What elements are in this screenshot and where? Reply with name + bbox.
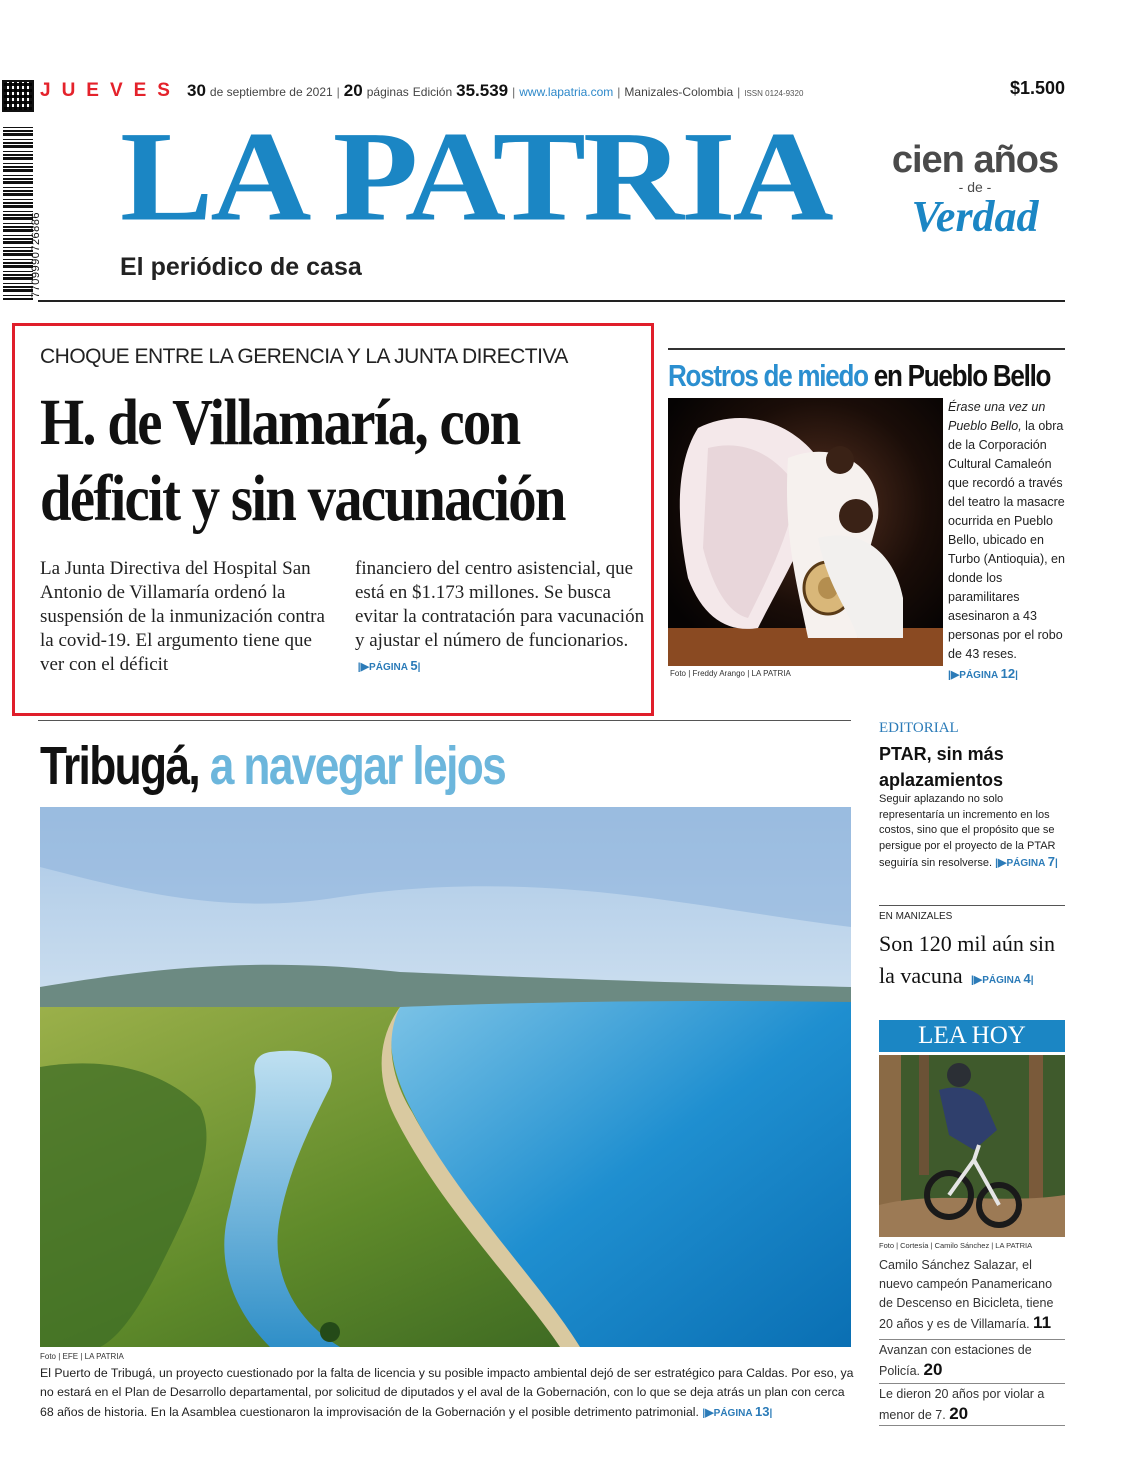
rostros-top-rule — [668, 348, 1065, 350]
date-month-year: de septiembre de 2021 — [209, 85, 333, 99]
website-link[interactable]: www.lapatria.com — [519, 85, 614, 99]
rostros-headline-rest: en Pueblo Bello — [873, 358, 1051, 393]
barcode — [3, 125, 33, 300]
brief2-page-number: 20 — [949, 1404, 969, 1423]
brief2-text: Le dieron 20 años por violar a menor de 7. — [879, 1387, 1045, 1422]
play-icon: ▶ — [950, 669, 960, 681]
location: Manizales-Colombia — [624, 85, 734, 99]
editorial-page-ref[interactable]: |▶PÁGINA 7| — [995, 854, 1058, 869]
play-icon: ▶ — [360, 661, 370, 673]
editorial-headline[interactable]: PTAR, sin más aplazamientos — [879, 744, 1004, 790]
play-icon: ▶ — [705, 1407, 714, 1419]
tribuga-body — [40, 1364, 858, 1423]
masthead-logo[interactable]: LA PATRIA — [120, 105, 831, 249]
tribuga-body-text: El Puerto de Tribugá, un proyecto cuestionado por la falta de licencia y su posible impacto ambiental dejó de ser estratégico para Caldas. Por eso, ya no estará en el Plan de Desarrollo departamental, por solicitud de diputados y el aval de la Gobernación, con lo que se deja atrás un plan con cerca 68 años de historia. En la Asamblea cuestionaron la improvisación de la Gobernación y el posible detrimento patrimonial. — [40, 1366, 854, 1419]
editorial-body-text: Seguir aplazando no solo representaría un incremento en los costos, sino que el propósito que se persigue por el proyecto de la PTAR seguiría sin resolverse. — [879, 793, 1056, 869]
lea-hoy-story-text: Camilo Sánchez Salazar, el nuevo campeón Panamericano de Descenso en Bicicleta, tiene 20 años y es de Villamaría. — [879, 1258, 1054, 1331]
cyclist-photo[interactable] — [879, 1055, 1065, 1237]
dateline: JUEVES 30 de septiembre de 2021 | 20 páginas Edición 35.539 | www.lapatria.com | Manizales-Colombia | ISSN 0124-9320 — [40, 80, 804, 101]
rostros-headline-highlight: Rostros de miedo — [668, 358, 868, 393]
manizales-label: EN MANIZALES — [879, 911, 953, 922]
anniversary-line1: cien años — [891, 139, 1059, 181]
manizales-headline[interactable] — [879, 928, 1069, 997]
brief-sentence[interactable] — [879, 1385, 1065, 1425]
masthead-tagline: El periódico de casa — [120, 253, 362, 281]
theater-photo[interactable] — [668, 398, 943, 666]
masthead-divider — [38, 300, 1065, 302]
rostros-page-ref[interactable]: |▶PÁGINA 12| — [948, 666, 1018, 681]
lead-page-ref[interactable]: |▶PÁGINA 5| — [355, 658, 421, 673]
lea-hoy-header: LEA HOY — [879, 1020, 1065, 1052]
date-day: 30 — [186, 81, 206, 100]
tribuga-photo-credit: Foto | EFE | LA PATRIA — [40, 1352, 124, 1361]
manizales-headline-text: Son 120 mil aún sin la vacuna — [879, 931, 1056, 988]
weekday: JUEVES — [40, 80, 181, 101]
tribuga-page-ref[interactable]: |▶PÁGINA 13| — [702, 1404, 773, 1419]
rostros-body-text: la obra de la Corporación Cultural Camaleón que recordó a través del teatro la masacre ocurrida en Pueblo Bello, ubicado en Turbo (Antioquia), en donde los paramilitares asesinaron a 43 personas por el robo de 43 reses. — [948, 419, 1065, 661]
lead-headline-line2: déficit y sin vacunación — [40, 462, 565, 535]
brief-divider — [879, 1425, 1065, 1426]
cyclist-photo-credit: Foto | Cortesía | Camilo Sánchez | LA PATRIA — [879, 1241, 1033, 1250]
lea-hoy-page-number: 11 — [1033, 1313, 1052, 1332]
editorial-body — [879, 792, 1065, 872]
lea-hoy-story[interactable] — [879, 1256, 1065, 1334]
anniversary-badge — [885, 140, 1065, 240]
anniversary-line3: Verdad — [911, 192, 1039, 241]
lead-body-col2 — [355, 557, 655, 680]
lead-headline-line1: H. de Villamaría, con — [40, 386, 520, 459]
lead-headline[interactable] — [40, 385, 565, 537]
brief-divider — [879, 1383, 1065, 1384]
issn: ISSN 0124-9320 — [744, 89, 804, 98]
tribuga-aerial-photo[interactable] — [40, 807, 851, 1347]
play-icon: ▶ — [973, 974, 983, 986]
editorial-label: EDITORIAL — [879, 720, 959, 736]
page-count: 20 — [343, 81, 363, 100]
rostros-body — [948, 398, 1068, 685]
tribuga-headline-dark: Tribugá, — [40, 736, 200, 796]
right-divider — [879, 905, 1065, 906]
qr-code — [2, 80, 34, 112]
brief1-page-number: 20 — [923, 1360, 943, 1379]
anniversary-line2: - de - — [958, 179, 992, 195]
lead-kicker: CHOQUE ENTRE LA GERENCIA Y LA JUNTA DIRECTIVA — [40, 345, 568, 368]
brief1-text: Avanzan con estaciones de Policía. — [879, 1343, 1032, 1378]
lead-body-col1: La Junta Directiva del Hospital San Antonio de Villamaría ordenó la suspensión de la inmunización contra la covid-19. El argumento tiene que ver con el déficit — [40, 558, 325, 675]
edition-number: 35.539 — [456, 81, 509, 100]
barcode-number: 7709990726886 — [30, 211, 42, 298]
edition-label: Edición — [412, 85, 453, 99]
section-divider — [38, 720, 851, 721]
brief-divider — [879, 1339, 1065, 1340]
page-count-label: páginas — [366, 85, 409, 99]
tribuga-headline-light: a navegar lejos — [209, 736, 506, 796]
tribuga-headline[interactable] — [40, 735, 505, 797]
lead-body-col2-text: financiero del centro asistencial, que está en $1.173 millones. Se busca evitar la contratación para vacunación y ajustar el número de funcionarios. — [355, 558, 645, 651]
rostros-photo-credit: Foto | Freddy Arango | LA PATRIA — [670, 669, 791, 678]
brief-police-stations[interactable] — [879, 1341, 1065, 1381]
cover-price: $1.500 — [1009, 78, 1065, 98]
manizales-page-ref[interactable]: |▶PÁGINA 4| — [968, 971, 1034, 986]
rostros-body-italic: Érase una vez un Pueblo Bello, — [948, 400, 1046, 433]
play-icon: ▶ — [997, 857, 1007, 869]
rostros-headline[interactable] — [668, 358, 1050, 394]
